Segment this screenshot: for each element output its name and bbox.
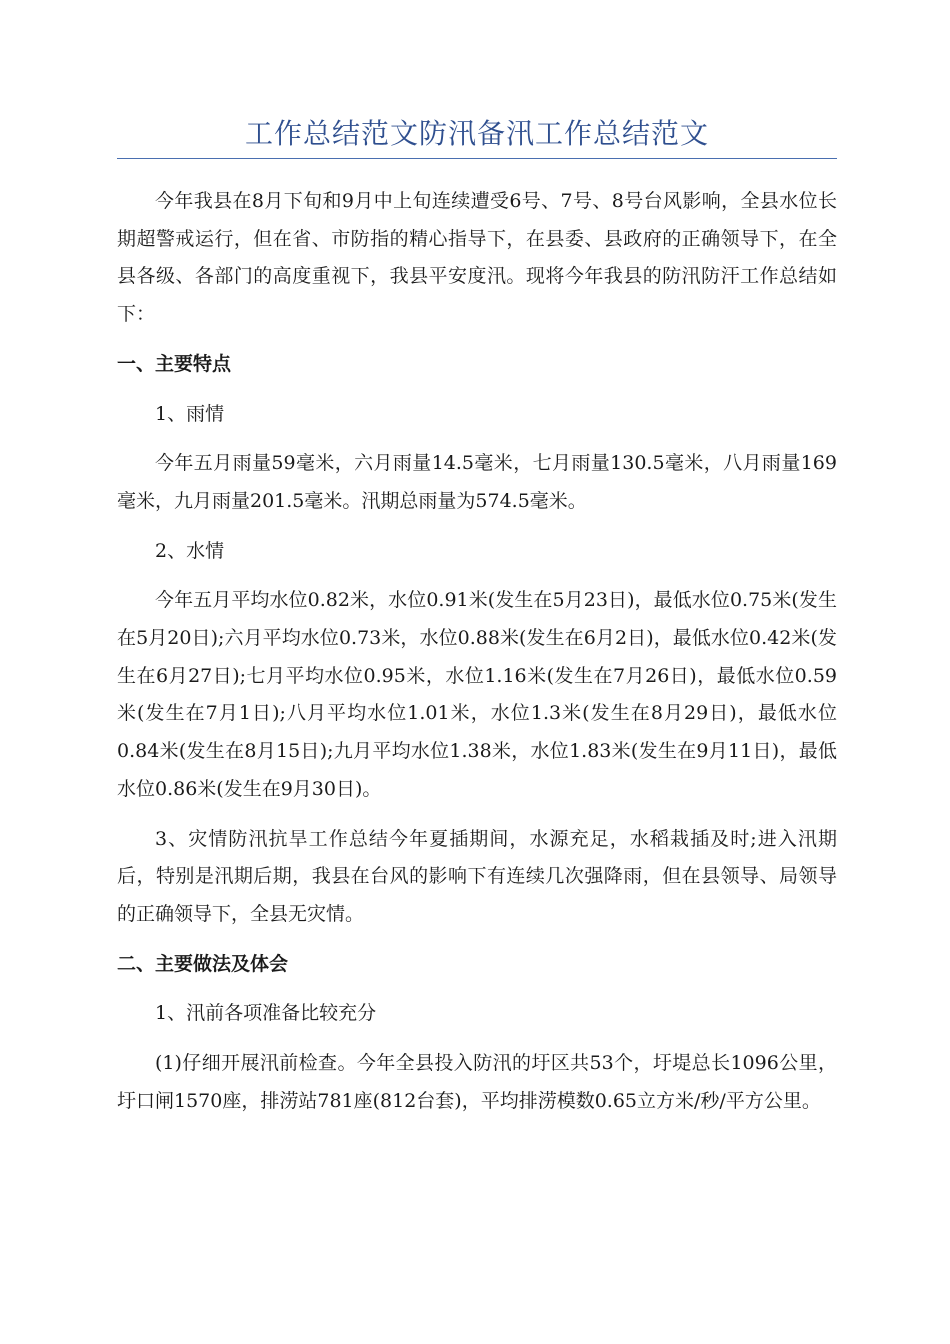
- subheading-rain: 1、雨情: [155, 402, 225, 425]
- document-title: 工作总结范文防汛备汛工作总结范文: [117, 112, 837, 159]
- document-page: [117, 112, 837, 1120]
- paragraph-disaster: 3、灾情防汛抗旱工作总结今年夏插期间，水源充足，水稻栽插及时;进入汛期后，特别是汛期后期，我县在台风的影响下有连续几次强降雨，但在县领导、局领导的正确领导下，全县无灾情。: [117, 827, 837, 925]
- section-heading-main-features: 一、主要特点: [117, 352, 232, 375]
- section-heading-practices: 二、主要做法及体会: [117, 952, 289, 975]
- paragraph-rain: 今年五月雨量59毫米，六月雨量14.5毫米，七月雨量130.5毫米，八月雨量169毫米，九月雨量201.5毫米。汛期总雨量为574.5毫米。: [117, 452, 837, 512]
- subheading-preparation: 1、汛前各项准备比较充分: [155, 1002, 377, 1025]
- paragraph-inspection: (1)仔细开展汛前检查。今年全县投入防汛的圩区共53个，圩堤总长1096公里，圩口闸1570座，排涝站781座(812台套)，平均排涝模数0.65立方米/秒/平方公里。: [117, 1052, 837, 1112]
- subheading-water: 2、水情: [155, 539, 225, 562]
- intro-paragraph: 今年我县在8月下旬和9月中上旬连续遭受6号、7号、8号台风影响，全县水位长期超警戒运行，但在省、市防指的精心指导下，在县委、县政府的正确领导下，在全县各级、各部门的高度重视下，我县平安度汛。现将今年我县的防汛防汗工作总结如下：: [117, 190, 837, 326]
- paragraph-water: 今年五月平均水位0.82米，水位0.91米(发生在5月23日)，最低水位0.75米(发生在5月20日);六月平均水位0.73米，水位0.88米(发生在6月2日)，最低水位0.42米(发生在6月27日);七月平均水位0.95米，水位1.16米(发生在7月26日)，最低水位0.59米(发生在7月1日);八月平均水位1.01米，水位1.3米(发生在8月29日)，最低水位0.84米(发生在8月15日);九月平均水位1.38米，水位1.83米(发生在9月11日)，最低水位0.86米(发生在9月30日)。: [117, 589, 837, 800]
